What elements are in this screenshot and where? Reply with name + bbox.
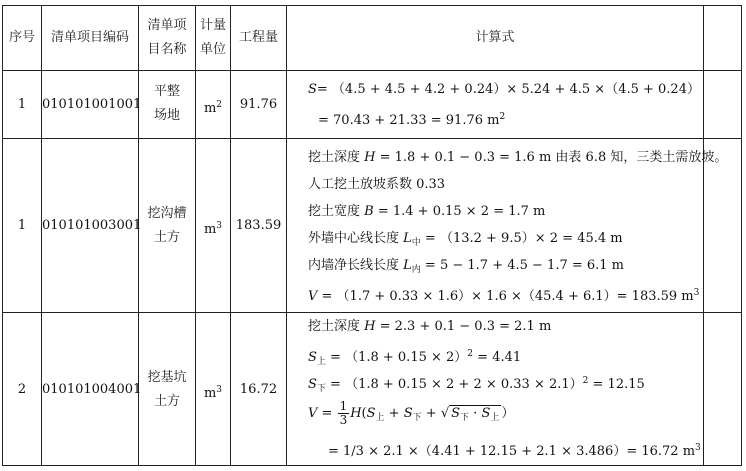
header-qty: 工程量 bbox=[238, 30, 278, 45]
formula-line: 人工挖土放坡系数 0.33 bbox=[308, 177, 446, 192]
header-unit-line1: 计量 bbox=[199, 18, 226, 33]
header-formula: 计算式 bbox=[475, 30, 515, 45]
row-name-line1: 挖基坑 bbox=[147, 370, 187, 385]
row-code: 010101003001 bbox=[42, 218, 142, 233]
row-code: 010101004001 bbox=[42, 382, 142, 397]
row-qty: 183.59 bbox=[235, 218, 282, 233]
formula-line: 内墙净长线长度 $L_内 = 5 - 1.7 + 4.5 - 1.7 = 6.1$ m bbox=[308, 258, 625, 275]
sqrt-sign: √ bbox=[440, 406, 450, 421]
row-seq: 1 bbox=[17, 218, 27, 233]
row-name-line1: 挖沟槽 bbox=[147, 206, 187, 221]
row-name-line2: 土方 bbox=[153, 230, 180, 245]
row-name-line2: 土方 bbox=[153, 394, 180, 409]
formula-line: 外墙中心线长度 $L_中 = (13.2 + 9.5)\times 2 = 45.4$ m bbox=[308, 231, 623, 248]
header-name-line1: 清单项 bbox=[147, 18, 187, 33]
formula-line: V = （1.7 + 0.33 × 1.6）× 1.6 ×（45.4 + 6.1）= 183.59 $m^3$ bbox=[308, 288, 700, 304]
row-qty: 16.72 bbox=[239, 382, 278, 397]
header-name-line2: 目名称 bbox=[147, 42, 187, 57]
row-name-line1: 平整 bbox=[153, 84, 180, 99]
row-unit: $m^3$ bbox=[203, 221, 223, 237]
formula-line: V = $\frac{1}{3}$ $H(S_上 + S_下$ + √ $S_下 \cdot S_上$ ） bbox=[308, 399, 515, 427]
formula-line: $S_下 = (1.8 + 0.15 \times 2 + 2 \times 0.33 \times 2.1)^2 = 12.15$ bbox=[308, 376, 645, 394]
formula-line: $S_上 = (1.8 + 0.15 \times 2)^2 = 4.41$ bbox=[308, 349, 522, 367]
row-seq: 1 bbox=[17, 97, 27, 112]
formula-line: 挖土深度 H = 2.3 + 0.1 − 0.3 = 2.1 m bbox=[308, 319, 552, 334]
sqrt-radicand: $S_下 \cdot S_上$ bbox=[451, 406, 500, 423]
row-seq: 2 bbox=[17, 382, 27, 397]
formula-line: S= （4.5 + 4.5 + 4.2 + 0.24）× 5.24 + 4.5 ×（4.5 + 0.24） bbox=[308, 82, 700, 97]
fraction: $\frac{1}{3}$ bbox=[339, 399, 348, 427]
row-code: 010101001001 bbox=[42, 97, 142, 112]
row-qty: 91.76 bbox=[239, 97, 278, 112]
row-name-line2: 场地 bbox=[153, 108, 180, 123]
header-unit-line2: 单位 bbox=[199, 42, 226, 57]
header-code: 清单项目编码 bbox=[50, 30, 129, 45]
formula-line: = 70.43 + 21.33 = 91.76 $m^2$ bbox=[318, 112, 506, 128]
row-unit: $m^2$ bbox=[203, 100, 223, 116]
formula-line: 挖土深度 H = 1.8 + 0.1 − 0.3 = 1.6 m 由表 6.8 知，三类土需放坡。 bbox=[308, 150, 728, 165]
formula-line: 挖土宽度 B = 1.4 + 0.15 × 2 = 1.7 m bbox=[308, 204, 546, 219]
formula-line: = 1/3 × 2.1 ×（4.41 + 12.15 + 2.1 × 3.486）= 16.72 $m^3$ bbox=[328, 443, 701, 459]
row-unit: $m^3$ bbox=[203, 385, 223, 401]
header-seq: 序号 bbox=[8, 30, 35, 45]
